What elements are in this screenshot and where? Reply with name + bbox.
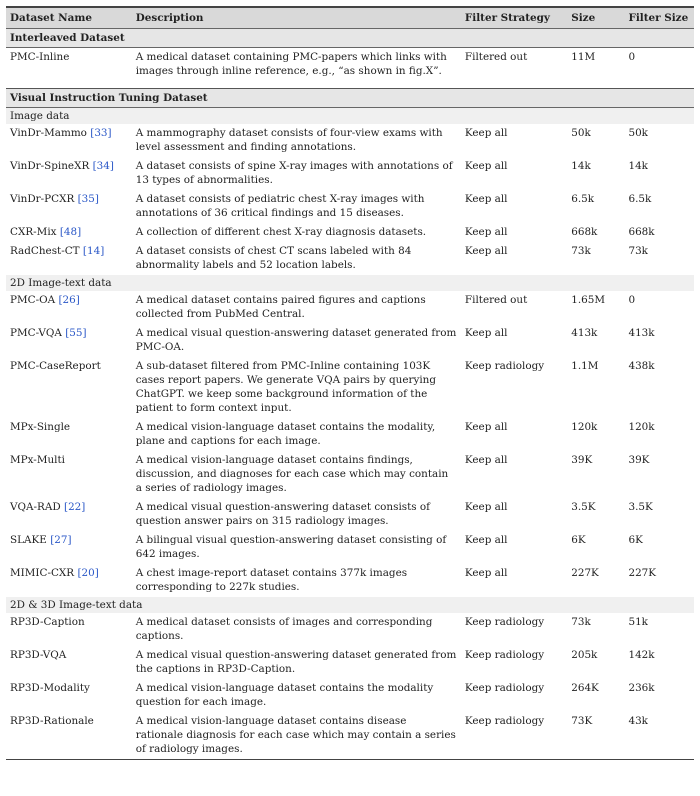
table-body xyxy=(6,29,694,760)
dataset-name-cell xyxy=(6,613,132,646)
subsection-title: 2D & 3D Image-text data xyxy=(6,597,694,613)
filter-size-cell: 142k xyxy=(628,649,655,661)
size-cell: 14k xyxy=(571,160,591,172)
description-cell: A medical dataset containing PMC-papers which links with images through inline reference, e.g., “as shown in fig.X”. xyxy=(135,51,447,77)
dataset-name: PMC-CaseReport xyxy=(10,360,101,372)
filter-size-cell: 50k xyxy=(628,127,648,139)
description-cell: A medical vision-language dataset contains findings, discussion, and diagnoses for each case which may contain a series of radiology images. xyxy=(135,454,449,494)
dataset-name: MPx-Multi xyxy=(10,454,65,466)
table-row xyxy=(6,613,694,646)
table-row xyxy=(6,646,694,679)
subsection-title: 2D Image-text data xyxy=(6,275,694,291)
dataset-name-cell xyxy=(6,531,132,564)
header-description: Description xyxy=(132,7,461,29)
table-row xyxy=(6,157,694,190)
dataset-name-cell xyxy=(6,324,132,357)
citation-link[interactable]: [33] xyxy=(90,127,112,139)
filter-strategy-cell: Keep all xyxy=(464,226,508,238)
citation-link[interactable]: [48] xyxy=(59,226,82,238)
dataset-name: RP3D-Rationale xyxy=(10,715,94,727)
filter-strategy-cell: Filtered out xyxy=(464,51,528,63)
description-cell: A medical visual question-answering dataset generated from the captions in RP3D-Caption. xyxy=(135,649,457,675)
header-size: Size xyxy=(567,7,624,29)
table-row xyxy=(6,124,694,157)
dataset-name: VinDr-Mammo xyxy=(10,127,87,139)
filter-strategy-cell: Keep radiology xyxy=(461,712,567,760)
description-cell: A medical dataset consists of images and corresponding captions. xyxy=(135,616,433,642)
filter-size-cell: 51k xyxy=(628,616,648,628)
filter-size-cell: 668k xyxy=(628,226,655,238)
table-row xyxy=(6,190,694,223)
dataset-name: SLAKE xyxy=(10,534,47,546)
filter-strategy-cell: Keep radiology xyxy=(464,682,545,694)
filter-strategy-cell: Keep all xyxy=(464,421,508,433)
filter-strategy-cell: Keep all xyxy=(464,567,508,579)
dataset-name-cell xyxy=(6,564,132,597)
dataset-name-cell xyxy=(6,357,132,418)
header-filter-strategy: Filter Strategy xyxy=(461,7,567,29)
table-row xyxy=(6,223,694,242)
citation-link[interactable]: [34] xyxy=(92,160,114,172)
filter-size-cell: 14k xyxy=(628,160,648,172)
filter-strategy-cell: Keep all xyxy=(464,160,508,172)
description-cell: A mammography dataset consists of four-view exams with level assessment and finding annotations. xyxy=(135,127,443,153)
filter-strategy-cell: Keep radiology xyxy=(464,616,545,628)
filter-size-cell: 73k xyxy=(628,245,648,257)
table-row xyxy=(6,498,694,531)
filter-size-cell: 0 xyxy=(628,294,636,306)
size-cell: 205k xyxy=(571,649,598,661)
dataset-name: MIMIC-CXR xyxy=(10,567,75,579)
table-row xyxy=(6,451,694,498)
description-cell: A medical vision-language dataset contains the modality, plane and captions for each image. xyxy=(135,421,436,447)
citation-link[interactable]: [14] xyxy=(82,245,105,257)
dataset-name-cell xyxy=(6,157,132,190)
filter-size-cell: 6K xyxy=(628,534,643,546)
dataset-name-cell xyxy=(6,679,132,712)
dataset-table xyxy=(6,6,694,760)
dataset-name-cell xyxy=(6,48,132,82)
citation-link[interactable]: [22] xyxy=(64,501,86,513)
dataset-name-cell xyxy=(6,124,132,157)
filter-size-cell: 227K xyxy=(628,567,657,579)
size-cell: 668k xyxy=(571,226,598,238)
filter-strategy-cell: Keep all xyxy=(464,327,508,339)
table-row xyxy=(6,679,694,712)
filter-strategy-cell: Keep all xyxy=(464,534,508,546)
dataset-name-cell xyxy=(6,498,132,531)
header-filter-size: Filter Size xyxy=(624,7,694,29)
dataset-name-cell xyxy=(6,451,132,498)
description-cell: A medical vision-language dataset contains the modality question for each image. xyxy=(135,682,434,708)
subsection-header-row xyxy=(6,597,694,613)
dataset-name: RP3D-VQA xyxy=(10,649,67,661)
table-row xyxy=(6,564,694,597)
description-cell: A medical visual question-answering dataset consists of question answer pairs on 315 radiology images. xyxy=(135,501,431,527)
dataset-name-cell xyxy=(6,712,132,760)
description-cell: A medical vision-language dataset contains disease rationale diagnosis for each case which may contain a series of radiology images. xyxy=(132,712,461,760)
size-cell: 11M xyxy=(571,51,596,63)
header-row xyxy=(6,7,694,29)
size-cell: 6K xyxy=(571,534,586,546)
size-cell: 413k xyxy=(571,327,598,339)
dataset-name-cell xyxy=(6,223,132,242)
dataset-name-cell xyxy=(6,418,132,451)
dataset-name: PMC-OA xyxy=(10,294,56,306)
size-cell: 50k xyxy=(571,127,591,139)
description-cell: A chest image-report dataset contains 377k images corresponding to 227k studies. xyxy=(135,567,408,593)
dataset-name-cell xyxy=(6,242,132,275)
subsection-header-row xyxy=(6,108,694,125)
size-cell: 264K xyxy=(571,682,599,694)
filter-size-cell: 413k xyxy=(628,327,655,339)
citation-link[interactable]: [20] xyxy=(77,567,99,579)
table-row xyxy=(6,324,694,357)
filter-size-cell: 120k xyxy=(628,421,655,433)
header-dataset-name: Dataset Name xyxy=(6,7,132,29)
size-cell: 1.1M xyxy=(571,360,599,372)
dataset-name: CXR-Mix xyxy=(10,226,57,238)
size-cell: 120k xyxy=(571,421,598,433)
description-cell: A sub-dataset filtered from PMC-Inline containing 103K cases report papers. We generate VQA pairs by querying ChatGPT. we keep some background information of the patient to form context input. xyxy=(135,360,437,414)
filter-size-cell: 0 xyxy=(628,51,636,63)
size-cell: 6.5k xyxy=(571,193,595,205)
dataset-name: VinDr-PCXR xyxy=(10,193,75,205)
filter-size-cell: 39K xyxy=(628,454,650,466)
filter-size-cell: 3.5K xyxy=(628,501,653,513)
description-cell: A dataset consists of spine X-ray images with annotations of 13 types of abnormalities. xyxy=(135,160,453,186)
description-cell: A medical visual question-answering dataset generated from PMC-OA. xyxy=(135,327,457,353)
table-row xyxy=(6,291,694,324)
size-cell: 3.5K xyxy=(571,501,596,513)
description-cell: A dataset consists of chest CT scans labeled with 84 abnormality labels and 52 location labels. xyxy=(135,245,412,271)
section-title: Visual Instruction Tuning Dataset xyxy=(6,89,694,108)
size-cell: 39K xyxy=(571,454,593,466)
dataset-name-cell xyxy=(6,190,132,223)
dataset-name: PMC-Inline xyxy=(10,51,70,63)
table-row xyxy=(6,242,694,275)
filter-size-cell: 236k xyxy=(628,682,655,694)
description-cell: A medical dataset contains paired figures and captions collected from PubMed Central. xyxy=(135,294,426,320)
citation-link[interactable]: [35] xyxy=(77,193,99,205)
filter-strategy-cell: Keep radiology xyxy=(464,360,545,372)
filter-strategy-cell: Keep all xyxy=(464,193,508,205)
size-cell: 227K xyxy=(571,567,599,579)
section-title: Interleaved Dataset xyxy=(6,29,694,48)
table-row xyxy=(6,712,694,760)
description-cell: A dataset consists of pediatric chest X-ray images with annotations of 36 critical findings and 15 diseases. xyxy=(135,193,425,219)
filter-strategy-cell: Keep radiology xyxy=(464,649,545,661)
filter-size-cell: 6.5k xyxy=(628,193,652,205)
section-header-row xyxy=(6,89,694,108)
filter-strategy-cell: Keep all xyxy=(464,501,508,513)
dataset-name: RP3D-Modality xyxy=(10,682,90,694)
size-cell: 73K xyxy=(567,712,624,760)
filter-size-cell: 43k xyxy=(624,712,694,760)
section-header-row xyxy=(6,29,694,48)
filter-strategy-cell: Keep all xyxy=(464,454,508,466)
dataset-name: RP3D-Caption xyxy=(10,616,85,628)
subsection-title: Image data xyxy=(6,108,694,125)
description-cell: A bilingual visual question-answering dataset consisting of 642 images. xyxy=(135,534,447,560)
table-row xyxy=(6,48,694,82)
dataset-name: VQA-RAD xyxy=(10,501,61,513)
filter-strategy-cell: Keep all xyxy=(464,127,508,139)
dataset-name: RadChest-CT xyxy=(10,245,80,257)
filter-size-cell: 438k xyxy=(628,360,655,372)
table-row xyxy=(6,357,694,418)
table-row xyxy=(6,418,694,451)
section-spacer-cell xyxy=(6,81,694,89)
subsection-header-row xyxy=(6,275,694,291)
citation-link[interactable]: [26] xyxy=(58,294,80,306)
dataset-name-cell xyxy=(6,291,132,324)
citation-link[interactable]: [27] xyxy=(50,534,72,546)
size-cell: 73k xyxy=(571,245,591,257)
filter-strategy-cell: Filtered out xyxy=(464,294,528,306)
description-cell: A collection of different chest X-ray diagnosis datasets. xyxy=(135,226,427,238)
dataset-name-cell xyxy=(6,646,132,679)
section-spacer xyxy=(6,81,694,89)
size-cell: 73k xyxy=(571,616,591,628)
dataset-name: VinDr-SpineXR xyxy=(10,160,90,172)
citation-link[interactable]: [55] xyxy=(65,327,87,339)
filter-strategy-cell: Keep all xyxy=(464,245,508,257)
dataset-name: MPx-Single xyxy=(10,421,71,433)
table-row xyxy=(6,531,694,564)
dataset-name: PMC-VQA xyxy=(10,327,62,339)
size-cell: 1.65M xyxy=(571,294,605,306)
